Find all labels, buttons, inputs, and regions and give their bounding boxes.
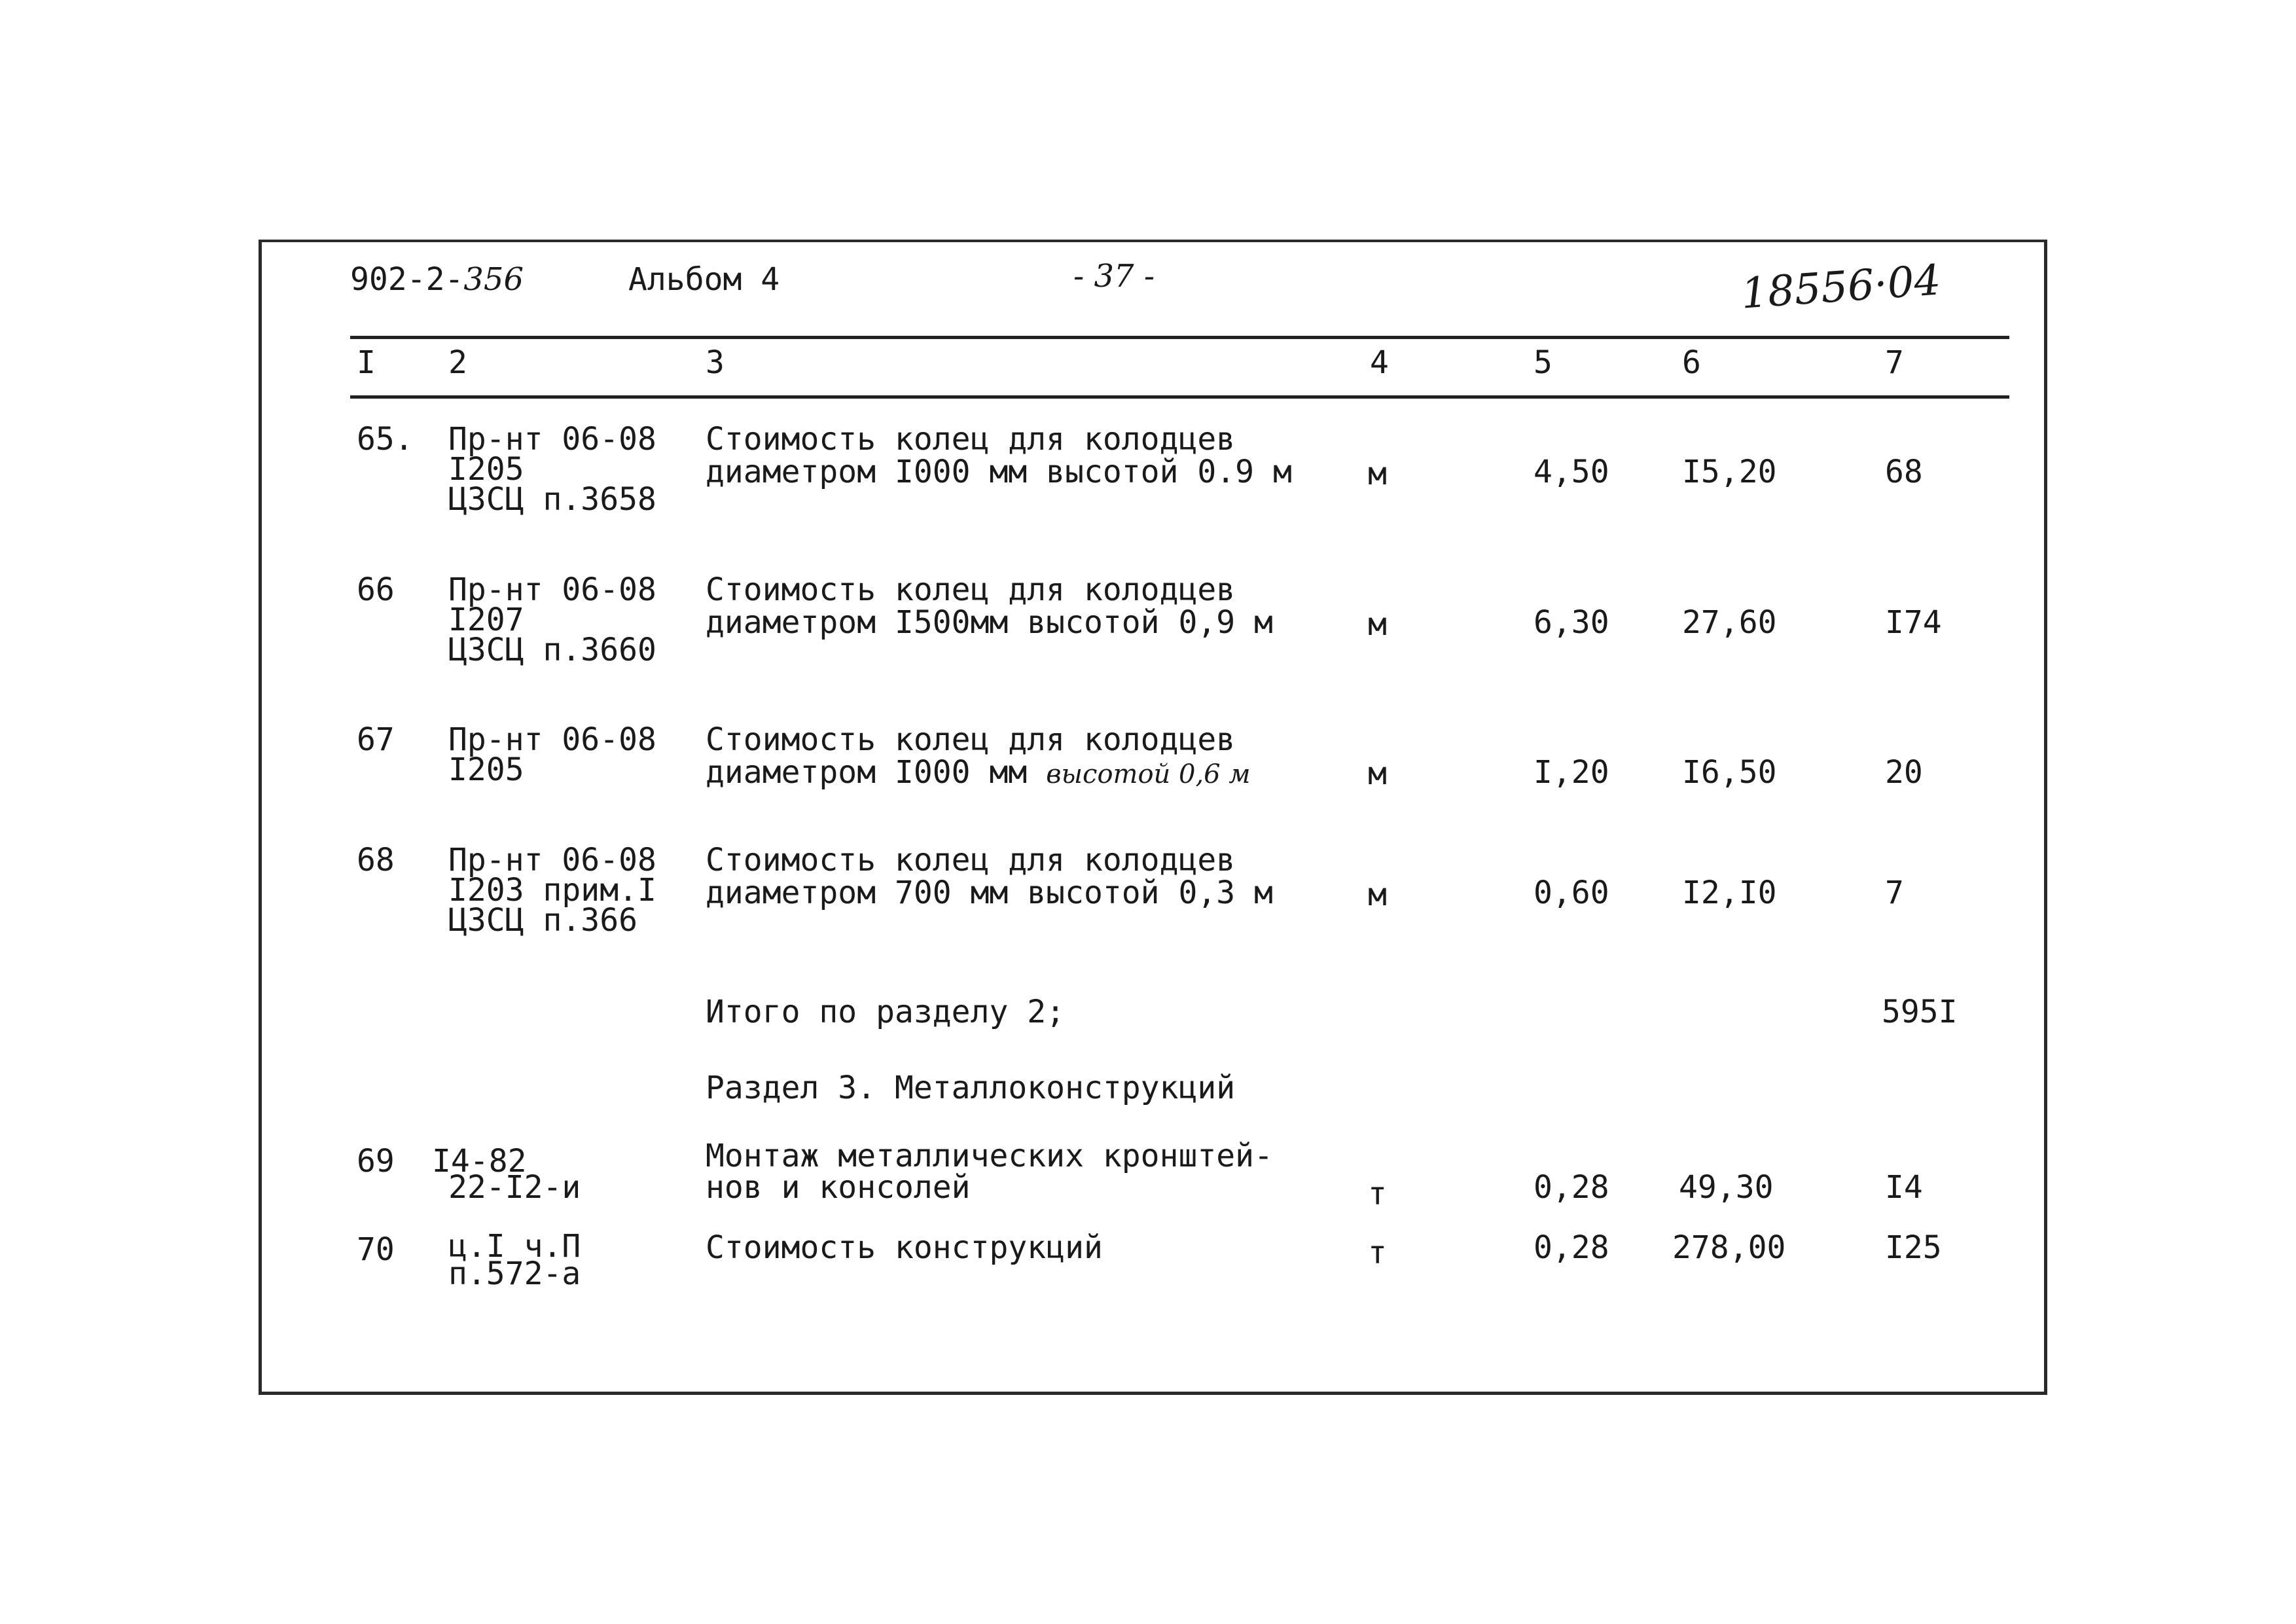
row-ref-line: I205 [448, 451, 524, 488]
row-number: 69 [357, 1143, 395, 1180]
col-header-1: I [357, 344, 376, 381]
row-ref-line: I205 [448, 751, 524, 788]
row-total: 7 [1885, 875, 1904, 911]
row-ref-line: Пр-нт 06-08 [448, 421, 656, 458]
row-ref-line: I207 [448, 602, 524, 638]
row-description-line: Стоимость колец для колодцев [706, 421, 1236, 458]
row-quantity: 6,30 [1534, 604, 1609, 641]
col-header-4: 4 [1370, 344, 1389, 381]
row-total: 20 [1885, 754, 1923, 791]
row-ref-line: Пр-нт 06-08 [448, 721, 656, 758]
row-quantity: 0,28 [1534, 1229, 1609, 1266]
row-price: 49,30 [1679, 1169, 1774, 1206]
row-quantity: 4,50 [1534, 454, 1609, 490]
row-number: 66 [357, 571, 395, 608]
row-unit: м [1368, 876, 1387, 913]
row-unit: м [1368, 755, 1387, 792]
row-total: I74 [1885, 604, 1942, 641]
row-description-line: Стоимость колец для колодцев [706, 721, 1236, 758]
row-price: I6,50 [1682, 754, 1777, 791]
row-ref-line: п.572-а [448, 1255, 581, 1292]
row-price: I2,I0 [1682, 875, 1777, 911]
row-description-line: Стоимость конструкций [706, 1229, 1103, 1266]
col-header-3: 3 [706, 344, 725, 381]
row-description-line: нов и консолей [706, 1169, 971, 1206]
header-rule-top [350, 336, 2009, 339]
header-rule-bottom [350, 395, 2009, 399]
document-frame [259, 240, 2047, 1395]
row-ref-line: 22-I2-и [448, 1169, 581, 1206]
row-description-line: Монтаж металлических кронштей- [706, 1138, 1273, 1174]
row-ref-line: I203 прим.I [448, 872, 656, 909]
row-number: 70 [357, 1231, 395, 1268]
section-total-label: Итого по разделу 2; [706, 994, 1066, 1030]
row-quantity: 0,28 [1534, 1169, 1609, 1206]
row-price: I5,20 [1682, 454, 1777, 490]
row-description-line: диаметром 700 мм высотой 0,3 м [706, 875, 1273, 911]
row-description-line: Стоимость колец для колодцев [706, 571, 1236, 608]
row-ref-line: Пр-нт 06-08 [448, 842, 656, 878]
col-header-5: 5 [1534, 344, 1552, 381]
row-ref-line: ЦЗСЦ п.3658 [448, 481, 656, 518]
row-price: 27,60 [1682, 604, 1777, 641]
row-unit: т [1368, 1235, 1387, 1271]
stamp-number: 18556·04 [1739, 256, 1943, 319]
album-label: Альбом 4 [628, 261, 780, 298]
row-number: 65. [357, 421, 414, 458]
row-number: 67 [357, 721, 395, 758]
col-header-6: 6 [1682, 344, 1701, 381]
row-number: 68 [357, 842, 395, 878]
row-total: I4 [1885, 1169, 1923, 1206]
row-unit: м [1368, 456, 1387, 492]
row-description-line: диаметром I000 мм высотой 0,6 м [706, 754, 1251, 791]
row-ref-line: ЦЗСЦ п.366 [448, 902, 637, 939]
row-ref-line: ЦЗСЦ п.3660 [448, 632, 656, 668]
section-title: Раздел 3. Металлоконструкций [706, 1070, 1236, 1106]
row-total: I25 [1885, 1229, 1942, 1266]
row-unit: т [1368, 1176, 1387, 1212]
row-description-line: Стоимость колец для колодцев [706, 842, 1236, 878]
row-unit: м [1368, 606, 1387, 643]
row-price: 278,00 [1672, 1229, 1786, 1266]
row-quantity: I,20 [1534, 754, 1609, 791]
section-total-value: 595I [1882, 994, 1958, 1030]
col-header-2: 2 [448, 344, 467, 381]
row-ref-line: ц.I ч.П [448, 1228, 581, 1265]
page-number: - 37 - [1073, 258, 1155, 295]
col-header-7: 7 [1885, 344, 1904, 381]
row-ref-line: I4-82 [432, 1143, 527, 1180]
row-description-line: диаметром I500мм высотой 0,9 м [706, 604, 1273, 641]
doc-code: 902-2-356 [350, 261, 524, 298]
row-quantity: 0,60 [1534, 875, 1609, 911]
row-description-line: диаметром I000 мм высотой 0.9 м [706, 454, 1292, 490]
row-total: 68 [1885, 454, 1923, 490]
row-ref-line: Пр-нт 06-08 [448, 571, 656, 608]
